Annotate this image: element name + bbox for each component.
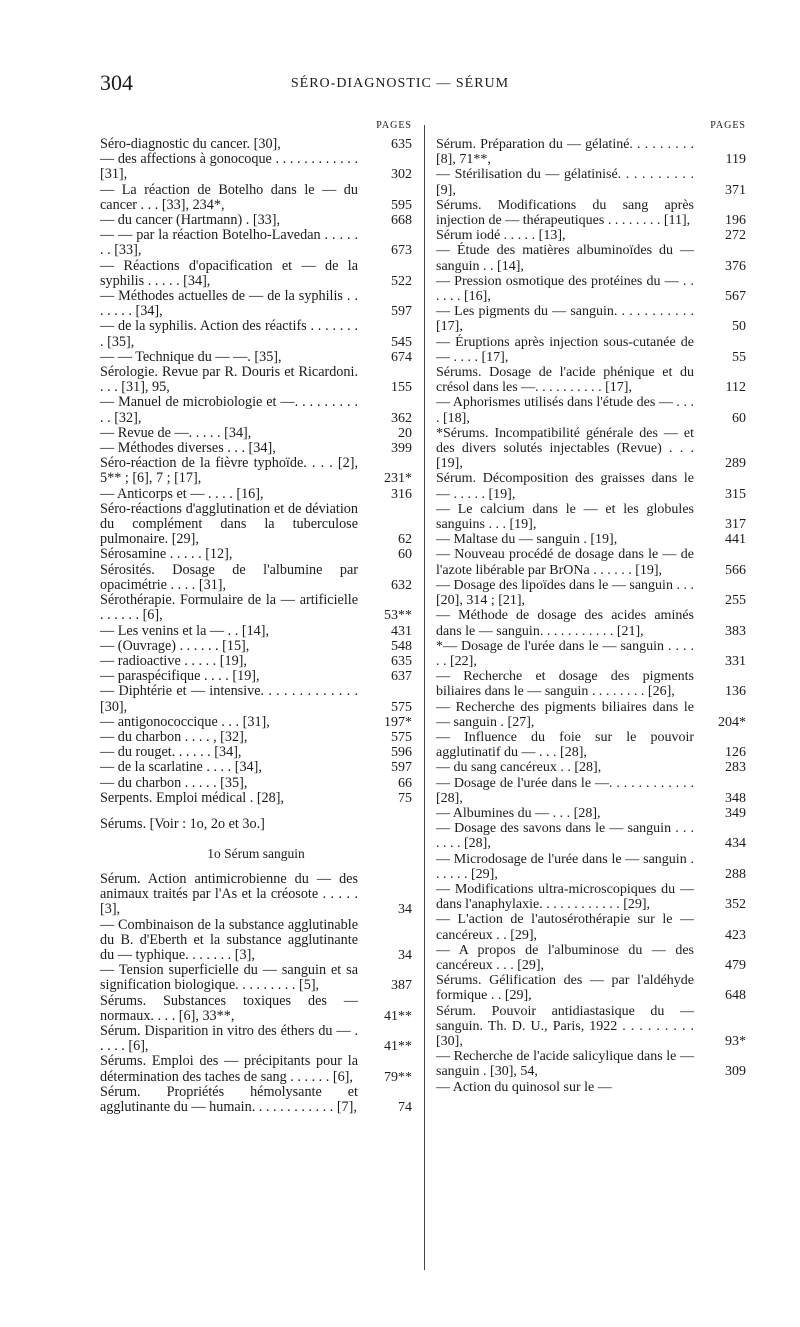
- left-column: [100, 120, 412, 1115]
- index-entry-text: Serpents. Emploi médical . [28],: [100, 789, 285, 806]
- index-entry: [100, 1085, 412, 1115]
- index-entry: [436, 1049, 746, 1079]
- index-entry: [436, 335, 746, 365]
- column-divider: [424, 125, 425, 1270]
- index-entry-page: 50: [732, 319, 746, 335]
- index-entry: [100, 654, 412, 669]
- index-entry: [100, 441, 412, 456]
- index-entry-page: 575: [391, 729, 412, 745]
- index-entry-page: 20: [398, 425, 412, 441]
- index-entry-text: Sérosamine . . . . . [12],: [100, 546, 233, 563]
- index-entry-text: Séro-diagnostic du cancer. [30],: [100, 136, 281, 152]
- index-entry-page: 316: [391, 486, 412, 502]
- index-entry-page: 126: [725, 745, 746, 761]
- index-entry-text: — A propos de l'albuminose du — des cancéreux . . . [29],: [436, 942, 694, 973]
- index-entry: [436, 304, 746, 334]
- index-entry-page: 383: [725, 623, 746, 639]
- index-entry-text: — Dosage des lipoïdes dans le — sanguin . . . [20], 314 ; [21],: [436, 577, 694, 609]
- index-entry-page: 55: [732, 349, 746, 365]
- index-entry-page: 288: [725, 866, 746, 882]
- index-entry-text: — Aphorismes utilisés dans l'étude des — . . . . [18],: [436, 395, 694, 426]
- index-entry-page: 41**: [384, 1039, 412, 1055]
- index-entry-text: Sérums. Emploi des — précipitants pour la détermination des taches de sang . . . . . . [6],: [100, 1053, 358, 1085]
- index-entry-page: 119: [725, 152, 746, 168]
- index-entry-page: 431: [391, 623, 412, 639]
- index-entry-text: Sérum. Disparition in vitro des éthers du — . . . . . [6],: [100, 1022, 358, 1055]
- index-entry-page: 289: [725, 456, 746, 472]
- index-entry: [100, 1054, 412, 1084]
- index-entry-page: 441: [725, 532, 746, 548]
- index-entry: [100, 365, 412, 395]
- index-entry-text: — Microdosage de l'urée dans le — sanguin . . . . . . [29],: [436, 851, 694, 882]
- index-entry: [100, 183, 412, 213]
- index-entry-text: Sérothérapie. Formulaire de la — artificielle . . . . . . [6],: [100, 592, 358, 624]
- index-entry-text: — du rouget. . . . . . [34],: [100, 744, 242, 761]
- index-entry-page: 597: [391, 304, 412, 320]
- index-entry-text: Sérum. Propriétés hémolysante et agglutinante du — humain. . . . . . . . . . . . [7],: [100, 1083, 358, 1115]
- index-entry-page: 423: [725, 927, 746, 943]
- index-entry-text: — Influence du foie sur le pouvoir agglutinatif du — . . . [28],: [436, 729, 694, 761]
- index-entry-page: 283: [725, 760, 746, 776]
- index-entry-page: 231*: [384, 471, 412, 487]
- serums-note: Sérums. [Voir : 1o, 2o et 3o.]: [100, 815, 265, 832]
- index-entry-text: Séro-réaction de la fièvre typhoïde. . . . [2], 5** ; [6], 7 ; [17],: [100, 455, 358, 487]
- index-entry-page: 566: [725, 562, 746, 578]
- index-entry-text: Sérologie. Revue par R. Douris et Ricardoni. . . . [31], 95,: [100, 364, 358, 396]
- index-entry-page: 93*: [725, 1033, 746, 1049]
- index-entry: [100, 669, 412, 684]
- index-entry-text: Sérums. Gélification des — par l'aldéhyde formique . . [29],: [436, 973, 694, 1004]
- index-entry: [436, 639, 746, 669]
- index-entry-text: — antigonococcique . . . [31],: [100, 713, 270, 730]
- index-entry: [100, 760, 412, 775]
- index-entry-text: Sérums. Modifications du sang après injection de — thérapeutiques . . . . . . . . [11],: [436, 197, 694, 229]
- index-entry: [100, 456, 412, 486]
- index-entry: [100, 684, 412, 714]
- index-entry-text: Sérosités. Dosage de l'albumine par opacimétrie . . . . [31],: [100, 561, 358, 593]
- index-entry-page: 348: [725, 790, 746, 806]
- running-title: SÉRO-DIAGNOSTIC — SÉRUM: [290, 76, 510, 91]
- index-entry-text: *— Dosage de l'urée dans le — sanguin . . . . . . [22],: [436, 638, 694, 669]
- index-entry-text: — — Technique du — —. [35],: [100, 348, 282, 365]
- index-entry: [436, 700, 746, 730]
- index-entry-page: 315: [725, 486, 746, 502]
- index-entry-text: — Pression osmotique des protéines du — . . . . . . [16],: [436, 273, 694, 305]
- index-entry-page: 317: [725, 517, 746, 533]
- index-entry: [436, 1004, 746, 1050]
- index-entry: [100, 259, 412, 289]
- index-entry-page: 136: [725, 684, 746, 700]
- index-entry: [100, 502, 412, 548]
- index-entry: [100, 639, 412, 654]
- index-entry-page: 196: [725, 213, 746, 229]
- index-entry-text: — du sang cancéreux . . [28],: [436, 760, 602, 776]
- index-entry-text: Sérum. Décomposition des graisses dans le — . . . . . [19],: [436, 471, 694, 502]
- index-entry: [436, 532, 746, 547]
- index-entry-text: — Méthode de dosage des acides aminés dans le — sanguin. . . . . . . . . . . [21],: [436, 608, 694, 639]
- index-entry-text: — radioactive . . . . . [19],: [100, 652, 247, 669]
- index-entry-page: 155: [391, 380, 412, 396]
- index-entry-text: Sérums. Substances toxiques des — normaux. . . . [6], 33**,: [100, 992, 358, 1024]
- index-entry-page: 66: [398, 775, 412, 791]
- index-entry-page: 673: [391, 243, 412, 259]
- index-entry: [436, 1080, 746, 1095]
- index-entry-text: — Recherche des pigments biliaires dans le — sanguin . [27],: [436, 699, 694, 730]
- index-entry: [436, 426, 746, 472]
- index-entry-text: — L'action de l'autosérothérapie sur le — cancéreux . . [29],: [436, 912, 694, 943]
- index-entry-text: — des affections à gonocoque . . . . . . . . . . . . [31],: [100, 151, 358, 183]
- index-entry-page: 60: [398, 547, 412, 563]
- index-entry-page: 635: [391, 653, 412, 669]
- index-entry-text: Sérums. Dosage de l'acide phénique et du crésol dans les —. . . . . . . . . . [17],: [436, 365, 694, 396]
- index-entry: [100, 715, 412, 730]
- index-entry-page: 637: [391, 669, 412, 685]
- index-entry-page: 34: [398, 902, 412, 918]
- index-entry: [436, 547, 746, 577]
- index-entry-text: — Modifications ultra-microscopiques du — dans l'anaphylaxie. . . . . . . . . . . . [29],: [436, 881, 694, 913]
- index-entry: [436, 395, 746, 425]
- index-entry: [100, 994, 412, 1024]
- index-entry-page: 60: [732, 410, 746, 426]
- index-entry-text: — Anticorps et — . . . . [16],: [100, 485, 264, 502]
- index-entry-page: 596: [391, 745, 412, 761]
- index-entry-text: — Nouveau procédé de dosage dans le — de l'azote libérable par BrONa . . . . . . [19],: [436, 547, 694, 578]
- index-entry-text: — de la scarlatine . . . . [34],: [100, 759, 262, 776]
- index-entry: [100, 776, 412, 791]
- index-entry-page: 204*: [718, 714, 746, 730]
- index-entry: [436, 274, 746, 304]
- index-entry-page: 34: [398, 947, 412, 963]
- index-entry-text: — Tension superficielle du — sanguin et sa signification biologique. . . . . . . . . [5],: [100, 962, 358, 994]
- index-entry-text: — (Ouvrage) . . . . . . [15],: [100, 637, 250, 654]
- index-entry-text: — Dosage de l'urée dans le —. . . . . . . . . . . . [28],: [436, 775, 694, 806]
- index-entry-text: — du cancer (Hartmann) . [33],: [100, 212, 281, 229]
- index-entry-text: — Réactions d'opacification et — de la syphilis . . . . . [34],: [100, 257, 358, 289]
- index-entry: [100, 350, 412, 365]
- index-entry-page: 567: [725, 289, 746, 305]
- index-entry: [436, 608, 746, 638]
- index-entry: [436, 760, 746, 775]
- index-entry: [100, 745, 412, 760]
- index-entry-page: 545: [391, 334, 412, 350]
- index-entry-text: Sérum. Action antimicrobienne du — des animaux traités par l'As et la créosote . . . . . [3],: [100, 870, 358, 918]
- pages-column-header-right: PAGES: [710, 120, 746, 131]
- index-entry-page: 309: [725, 1064, 746, 1080]
- index-entry-text: — Les venins et la — . . [14],: [100, 622, 270, 639]
- index-entry: [436, 730, 746, 760]
- index-entry-page: 352: [725, 897, 746, 913]
- index-entry: [100, 289, 412, 319]
- index-entry-text: — Revue de —. . . . . [34],: [100, 424, 252, 441]
- index-entry-text: — Méthodes actuelles de — de la syphilis . . . . . . . [34],: [100, 288, 358, 320]
- index-entry-page: 255: [725, 593, 746, 609]
- index-entry-text: — Le calcium dans le — et les globules sanguins . . . [19],: [436, 501, 694, 533]
- index-entry-page: 53**: [384, 608, 412, 624]
- index-entry: [100, 872, 412, 918]
- index-entry-text: — — par la réaction Botelho-Lavedan . . . . . . . [33],: [100, 227, 358, 259]
- right-entry-list: [436, 137, 746, 1095]
- index-entry-page: 349: [725, 805, 746, 821]
- index-entry: [100, 624, 412, 639]
- left-entry-list: [100, 137, 412, 806]
- index-entry: [100, 593, 412, 623]
- index-entry-text: — paraspécifique . . . . [19],: [100, 668, 260, 685]
- index-entry-text: — Recherche de l'acide salicylique dans le — sanguin . [30], 54,: [436, 1049, 694, 1080]
- index-entry-text: Sérum. Pouvoir antidiastasique du — sanguin. Th. D. U., Paris, 1922 . . . . . . . . . [30],: [436, 1003, 694, 1049]
- index-entry-text: — Action du quinosol sur le —: [436, 1079, 612, 1095]
- index-entry-page: 197*: [384, 714, 412, 730]
- index-entry-page: 479: [725, 957, 746, 973]
- right-column: [436, 120, 746, 1095]
- index-entry: [100, 1024, 412, 1054]
- index-entry: [436, 578, 746, 608]
- index-entry: [436, 243, 746, 273]
- index-entry: [100, 487, 412, 502]
- index-entry: [100, 228, 412, 258]
- index-entry-page: 522: [391, 273, 412, 289]
- left-entry-list-2: [100, 872, 412, 1115]
- index-entry: [100, 213, 412, 228]
- index-entry: [100, 563, 412, 593]
- index-entry: [436, 776, 746, 806]
- index-entry-page: 62: [398, 532, 412, 548]
- page-number: 304: [100, 70, 133, 95]
- index-entry-text: — Étude des matières albuminoïdes du — sanguin . . [14],: [436, 243, 694, 274]
- index-entry-page: 331: [725, 653, 746, 669]
- index-entry: [100, 791, 412, 806]
- index-entry: [436, 198, 746, 228]
- index-entry-text: — du charbon . . . . . [35],: [100, 774, 248, 791]
- index-entry-page: 41**: [384, 1008, 412, 1024]
- index-entry-page: 635: [391, 137, 412, 152]
- index-entry-page: 399: [391, 441, 412, 457]
- index-entry: [100, 918, 412, 964]
- index-entry: [100, 152, 412, 182]
- index-entry-page: 548: [391, 638, 412, 654]
- index-entry-text: Séro-réactions d'agglutination et de déviation du complément dans la tuberculose pulmonaire. [29],: [100, 500, 358, 548]
- index-entry: [436, 821, 746, 851]
- index-entry-page: 371: [725, 182, 746, 198]
- index-entry: [100, 137, 412, 152]
- index-entry-page: 595: [391, 197, 412, 213]
- index-entry: [100, 395, 412, 425]
- index-entry-text: — Dosage des savons dans le — sanguin . . . . . . . [28],: [436, 821, 694, 852]
- index-entry-text: Sérum iodé . . . . . [13],: [436, 228, 566, 244]
- page-header: [0, 70, 800, 100]
- index-entry-text: — Les pigments du — sanguin. . . . . . . . . . . [17],: [436, 304, 694, 335]
- index-entry-text: *Sérums. Incompatibilité générale des — et des divers solutés injectables (Revue) . . . [19],: [436, 425, 694, 472]
- index-entry-text: — Diphtérie et — intensive. . . . . . . . . . . . . [30],: [100, 683, 358, 715]
- index-entry: [436, 943, 746, 973]
- index-entry-text: — La réaction de Botelho dans le — du cancer . . . [33], 234*,: [100, 181, 358, 213]
- index-entry: [436, 852, 746, 882]
- index-entry: [100, 426, 412, 441]
- index-entry-page: 74: [398, 1099, 412, 1115]
- index-entry: [436, 228, 746, 243]
- index-entry-text: — Manuel de microbiologie et —. . . . . . . . . . . [32],: [100, 394, 358, 426]
- index-entry-page: 387: [391, 978, 412, 994]
- index-entry: [436, 502, 746, 532]
- index-entry: [436, 669, 746, 699]
- index-entry-text: — Recherche et dosage des pigments biliaires dans le — sanguin . . . . . . . . [26],: [436, 669, 694, 700]
- index-entry: [436, 365, 746, 395]
- index-entry-text: — Combinaison de la substance agglutinable du B. d'Eberth et la substance agglutinante du — typhique. . . . . . . [3],: [100, 916, 358, 963]
- index-entry-page: 272: [725, 228, 746, 244]
- index-entry-text: — Maltase du — sanguin . [19],: [436, 532, 618, 548]
- index-entry-text: — Albumines du — . . . [28],: [436, 805, 601, 821]
- index-entry-page: 668: [391, 213, 412, 229]
- index-entry-page: 434: [725, 836, 746, 852]
- index-entry-page: 112: [725, 380, 746, 396]
- index-entry-page: 632: [391, 577, 412, 593]
- index-entry-page: 75: [398, 790, 412, 806]
- index-entry-page: 376: [725, 258, 746, 274]
- index-entry: [436, 806, 746, 821]
- index-entry: [100, 730, 412, 745]
- index-entry: [436, 137, 746, 167]
- index-entry: [436, 912, 746, 942]
- section-heading: 1o Sérum sanguin: [207, 845, 305, 861]
- index-entry: [436, 471, 746, 501]
- index-entry: [100, 963, 412, 993]
- index-entry-page: 302: [391, 167, 412, 183]
- index-entry: [436, 882, 746, 912]
- index-entry-page: 79**: [384, 1069, 412, 1085]
- index-entry-text: Sérum. Préparation du — gélatiné. . . . . . . . . [8], 71**,: [436, 137, 694, 168]
- index-entry: [436, 167, 746, 197]
- index-entry-page: 674: [391, 349, 412, 365]
- index-entry: [100, 319, 412, 349]
- index-entry-text: — du charbon . . . . , [32],: [100, 728, 248, 745]
- index-entry: [436, 973, 746, 1003]
- index-entry-page: 575: [391, 699, 412, 715]
- index-entry-text: — de la syphilis. Action des réactifs . . . . . . . . [35],: [100, 318, 358, 350]
- index-entry-page: 648: [725, 988, 746, 1004]
- index-entry-text: — Éruptions après injection sous-cutanée de — . . . . [17],: [436, 334, 694, 365]
- index-entry-text: — Méthodes diverses . . . [34],: [100, 440, 276, 457]
- index-entry-page: 362: [391, 410, 412, 426]
- index-entry-page: 597: [391, 760, 412, 776]
- index-entry: [100, 547, 412, 562]
- pages-column-header: PAGES: [376, 120, 412, 131]
- index-entry-text: — Stérilisation du — gélatinisé. . . . . . . . . . [9],: [436, 167, 694, 198]
